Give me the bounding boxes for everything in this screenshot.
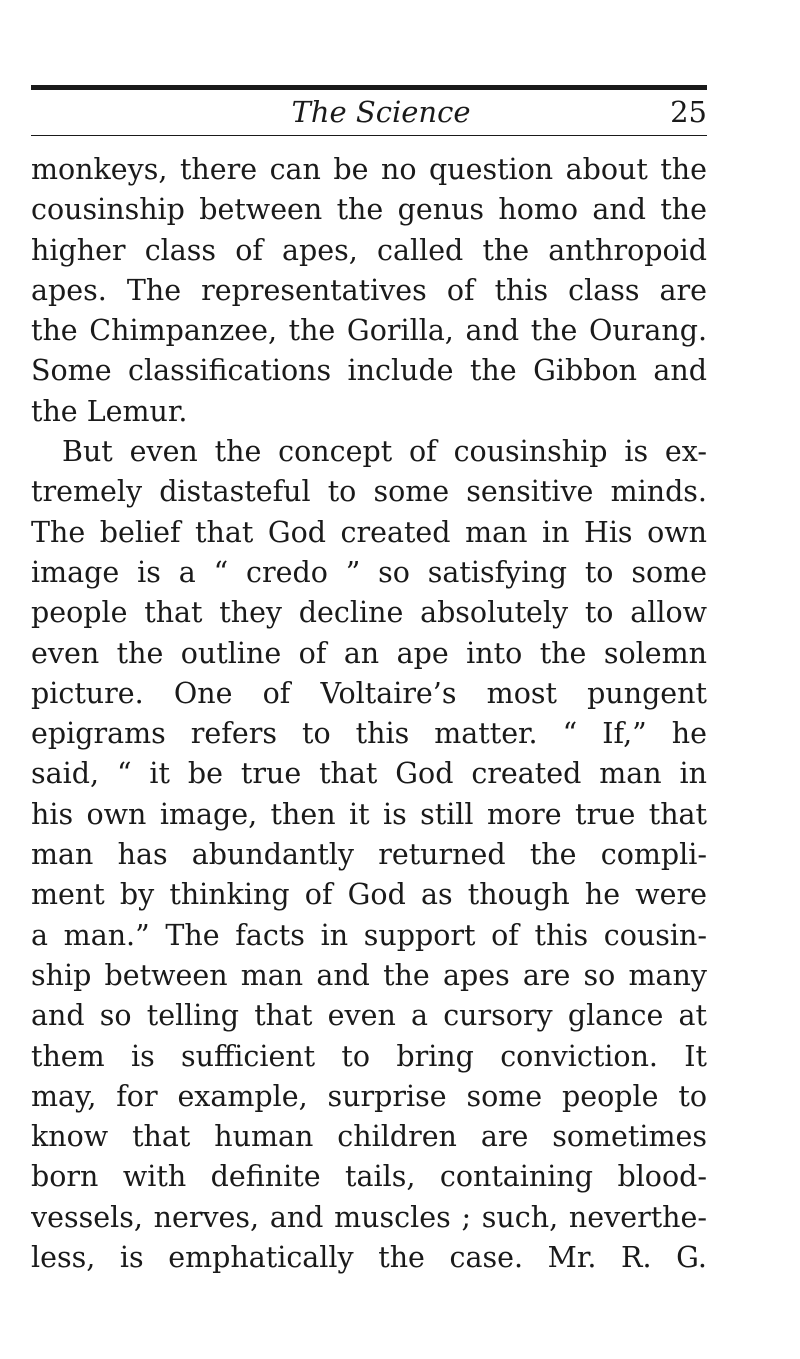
paragraph-start-line: But even the concept of cousinship is ex- [62, 435, 707, 469]
body-text [31, 150, 707, 1278]
page-number: 25 [670, 95, 707, 129]
text-line: tremely distasteful to some sensitive minds. [31, 475, 707, 509]
page-header [31, 92, 707, 132]
text-line: know that human children are sometimes [31, 1120, 707, 1154]
running-head: The Science [291, 95, 471, 129]
text-line: Some classifications include the Gibbon and [31, 354, 707, 388]
text-line: cousinship between the genus homo and the [31, 193, 707, 227]
header-bottom-rule [31, 135, 707, 136]
text-line: The belief that God created man in His own [31, 515, 707, 549]
text-line: and so telling that even a cursory glance at [31, 999, 707, 1033]
text-line: born with definite tails, containing blood- [31, 1160, 707, 1194]
text-line: ship between man and the apes are so many [31, 958, 707, 992]
text-line: less, is emphatically the case. Mr. R. G. [31, 1241, 707, 1275]
text-line: image is a “ credo ” so satisfying to some [31, 555, 707, 589]
text-line: monkeys, there can be no question about the [31, 153, 707, 186]
text-line: epigrams refers to this matter. “ If,” he [31, 717, 707, 751]
text-line: a man.” The facts in support of this cousin- [31, 918, 707, 952]
text-line: picture. One of Voltaire’s most pungent [31, 676, 707, 710]
text-line: the Chimpanzee, the Gorilla, and the Ourang. [31, 314, 707, 348]
text-line: may, for example, surprise some people to [31, 1079, 707, 1113]
text-line: vessels, nerves, and muscles ; such, neverthe- [31, 1200, 707, 1234]
text-line: higher class of apes, called the anthropoid [31, 233, 707, 267]
text-line: said, “ it be true that God created man in [31, 757, 707, 791]
text-line: apes. The representatives of this class are [31, 273, 707, 307]
text-line: his own image, then it is still more true that [31, 797, 707, 831]
header-top-rule [31, 85, 707, 90]
text-line: even the outline of an ape into the solemn [31, 636, 707, 670]
text-line: people that they decline absolutely to allow [31, 596, 707, 630]
text-line: them is sufficient to bring conviction. It [31, 1039, 707, 1073]
text-line: the Lemur. [31, 394, 188, 428]
text-line: man has abundantly returned the compli- [31, 838, 707, 872]
text-line: ment by thinking of God as though he were [31, 878, 707, 912]
